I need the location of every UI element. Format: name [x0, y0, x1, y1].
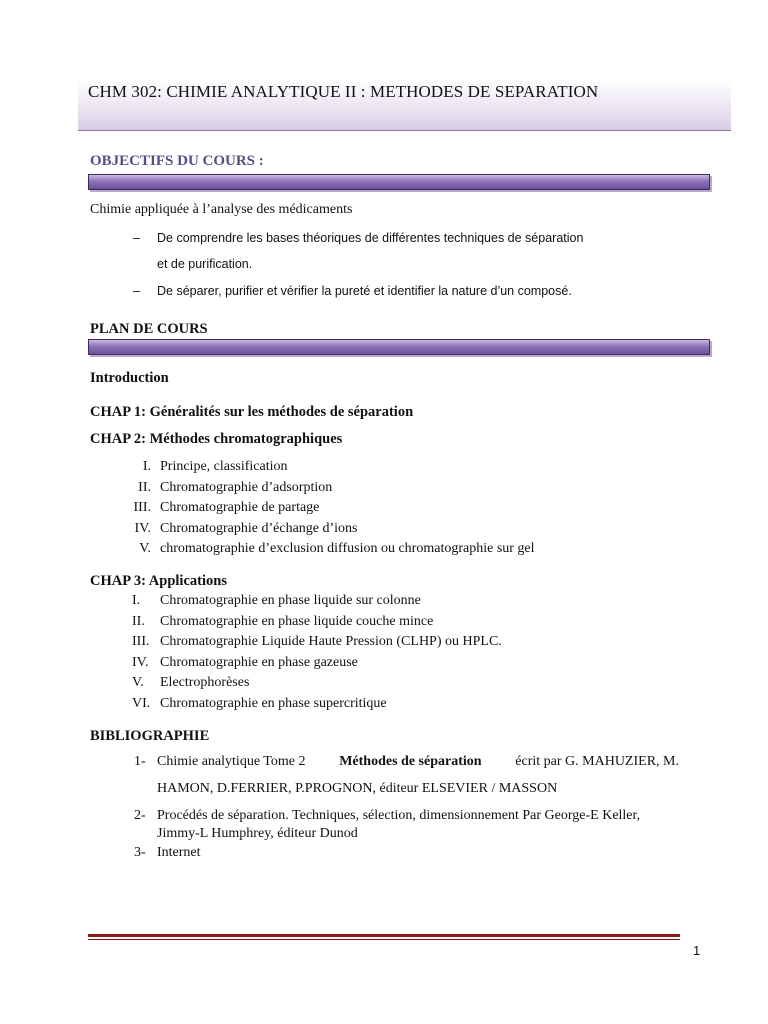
list-item [90, 457, 535, 478]
list-item [90, 519, 535, 540]
plan-heading: PLAN DE COURS [90, 321, 208, 337]
list-item-number: II. [138, 479, 151, 495]
bibliography-item-1-line2: HAMON, D.FERRIER, P.PROGNON, éditeur ELSEVIER / MASSON [157, 781, 558, 796]
chap3-heading: CHAP 3: Applications [90, 573, 227, 589]
list-item-number: III. [133, 500, 151, 515]
bibliography-item-2-line2: Jimmy-L Humphrey, éditeur Dunod [157, 826, 358, 841]
list-item-number: I. [132, 593, 141, 608]
bibliography-number: 3- [134, 845, 146, 860]
plan-rule-bar [88, 339, 710, 355]
list-item-text: Chromatographie d’échange d’ions [160, 520, 358, 536]
bibliography-number: 2- [134, 808, 146, 823]
footer-rule-thin [88, 939, 680, 940]
list-item-text: Principe, classification [160, 459, 288, 474]
list-item-text: chromatographie d’exclusion diffusion ou chromatographie sur gel [160, 541, 535, 556]
list-item-number: IV. [132, 654, 149, 670]
chap1-heading: CHAP 1: Généralités sur les méthodes de séparation [90, 404, 414, 420]
bibliography-heading: BIBLIOGRAPHIE [90, 728, 210, 744]
objective-bullet-2: De séparer, purifier et vérifier la pureté et identifier la nature d’un composé. [157, 284, 572, 298]
list-item-number: III. [132, 634, 150, 649]
list-item [90, 632, 502, 653]
bibliography-item-1-bold: Méthodes de séparation [339, 754, 482, 769]
list-item-text: Chromatographie en phase liquide couche mince [160, 613, 434, 629]
chap3-list [90, 591, 502, 714]
objectives-heading: OBJECTIFS DU COURS : [90, 153, 264, 169]
list-item-number: IV. [134, 520, 151, 536]
list-item [90, 591, 502, 612]
list-item-text: Chromatographie d’adsorption [160, 479, 333, 495]
objective-bullet-1-line1: De comprendre les bases théoriques de différentes techniques de séparation [157, 231, 584, 245]
objective-bullet-1-line2: et de purification. [157, 257, 253, 271]
bibliography-number: 1- [134, 754, 146, 769]
bibliography-item-2-line1: Procédés de séparation. Techniques, sélection, dimensionnement Par George-E Keller, [157, 808, 641, 823]
bibliography-item-1-post: écrit par G. MAHUZIER, M. [515, 754, 679, 769]
bibliography-item-1-pre: Chimie analytique Tome 2 [157, 754, 306, 769]
objectives-intro: Chimie appliquée à l’analyse des médicaments [90, 202, 353, 217]
bullet-marker: – [133, 231, 140, 245]
list-item-number: II. [132, 613, 145, 629]
list-item [90, 498, 535, 519]
page-title: CHM 302: CHIMIE ANALYTIQUE II : METHODES DE SEPARATION [88, 82, 599, 101]
footer-rule [88, 934, 680, 937]
list-item [90, 673, 502, 694]
list-item-text: Chromatographie en phase supercritique [160, 695, 387, 711]
list-item-number: VI. [132, 695, 151, 711]
list-item-text: Chromatographie de partage [160, 500, 320, 515]
list-item-number: V. [132, 675, 144, 690]
objectives-rule-bar [88, 174, 710, 190]
list-item-number: V. [139, 541, 151, 556]
chap2-list [90, 457, 535, 560]
bibliography-item-3: Internet [157, 845, 201, 860]
bibliography-item-1-line1 [157, 749, 679, 775]
list-item-text: Chromatographie Liquide Haute Pression (CLHP) ou HPLC. [160, 634, 502, 649]
list-item [90, 478, 535, 499]
bullet-marker: – [133, 284, 140, 298]
chap2-heading: CHAP 2: Méthodes chromatographiques [90, 431, 343, 447]
list-item-text: Electrophorèses [160, 675, 250, 690]
list-item [90, 539, 535, 560]
list-item-text: Chromatographie en phase gazeuse [160, 654, 358, 670]
list-item [90, 694, 502, 715]
introduction-heading: Introduction [90, 370, 169, 386]
list-item [90, 653, 502, 674]
list-item-text: Chromatographie en phase liquide sur colonne [160, 593, 421, 608]
page-number: 1 [693, 943, 701, 958]
list-item-number: I. [142, 459, 151, 474]
list-item [90, 612, 502, 633]
